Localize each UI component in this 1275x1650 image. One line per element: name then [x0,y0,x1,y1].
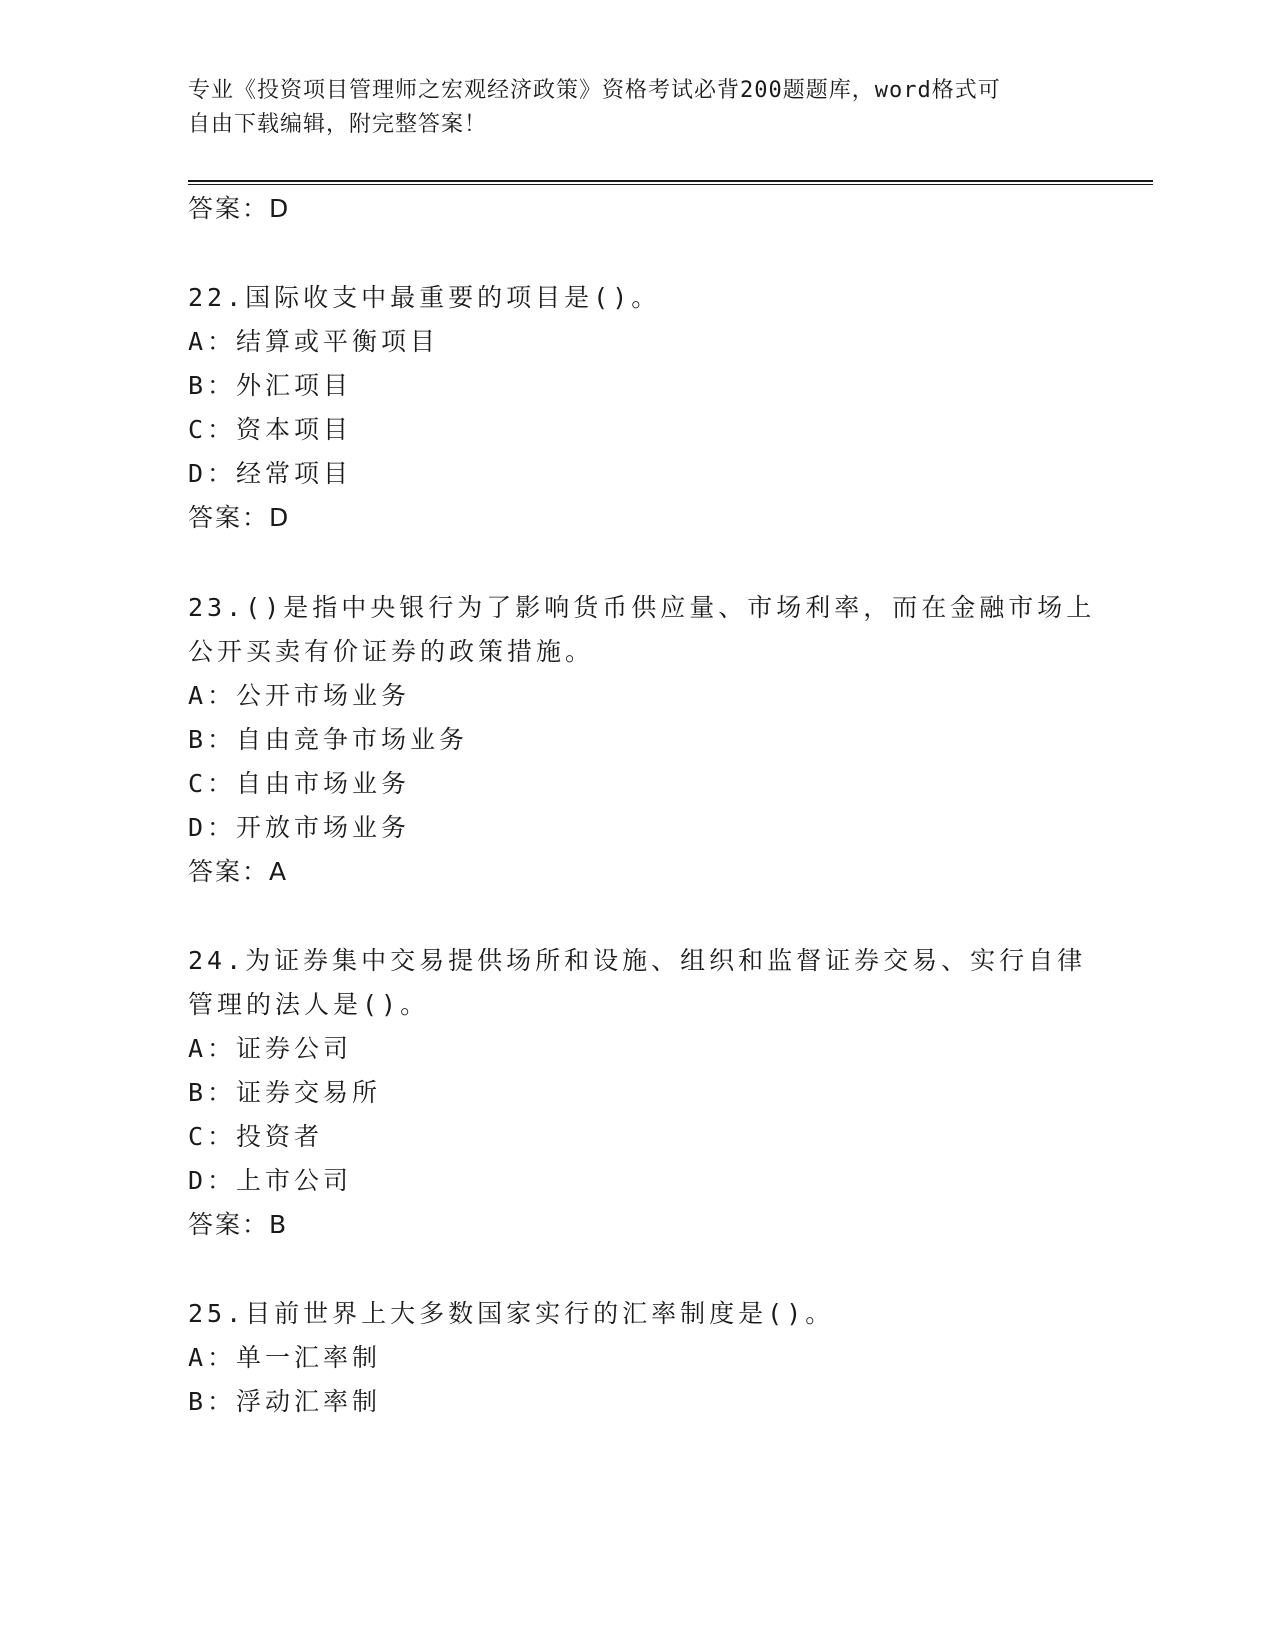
question-23-option-c: C：自由市场业务 [188,769,411,798]
question-22-option-c: C：资本项目 [188,415,353,444]
question-25-stem: 25.目前世界上大多数国家实行的汇率制度是()。 [188,1299,835,1328]
document-header [188,74,1088,142]
question-24-stem-line-1: 24.为证券集中交易提供场所和设施、组织和监督证券交易、实行自律 [188,946,1087,975]
question-22-option-d: D：经常项目 [188,459,353,488]
question-24-option-b: B：证券交易所 [188,1078,382,1107]
question-24-answer: 答案：B [188,1210,289,1239]
question-22-option-a: A：结算或平衡项目 [188,327,440,356]
header-line-1: 专业《投资项目管理师之宏观经济政策》资格考试必背200题题库，word格式可 [188,78,1001,103]
question-22-stem: 22.国际收支中最重要的项目是()。 [188,283,661,312]
question-25-option-b: B：浮动汇率制 [188,1387,382,1416]
question-23-option-d: D：开放市场业务 [188,813,411,842]
question-22-option-b: B：外汇项目 [188,371,353,400]
question-24-stem-line-2: 管理的法人是()。 [188,990,430,1019]
question-23-option-b: B：自由竞争市场业务 [188,725,469,754]
question-24-option-c: C：投资者 [188,1122,324,1151]
question-23-stem-line-1: 23.()是指中央银行为了影响货币供应量、市场利率，而在金融市场上 [188,593,1096,622]
question-23-answer: 答案：A [188,857,289,886]
question-25-option-a: A：单一汇率制 [188,1343,382,1372]
question-23-option-a: A：公开市场业务 [188,681,411,710]
answer-previous: 答案：D [188,194,291,223]
question-24-option-d: D：上市公司 [188,1166,353,1195]
header-divider [188,180,1153,185]
question-23-stem-line-2: 公开买卖有价证券的政策措施。 [188,637,595,666]
question-22-answer: 答案：D [188,503,291,532]
question-24-option-a: A：证券公司 [188,1034,353,1063]
header-line-2: 自由下载编辑，附完整答案！ [188,112,488,137]
